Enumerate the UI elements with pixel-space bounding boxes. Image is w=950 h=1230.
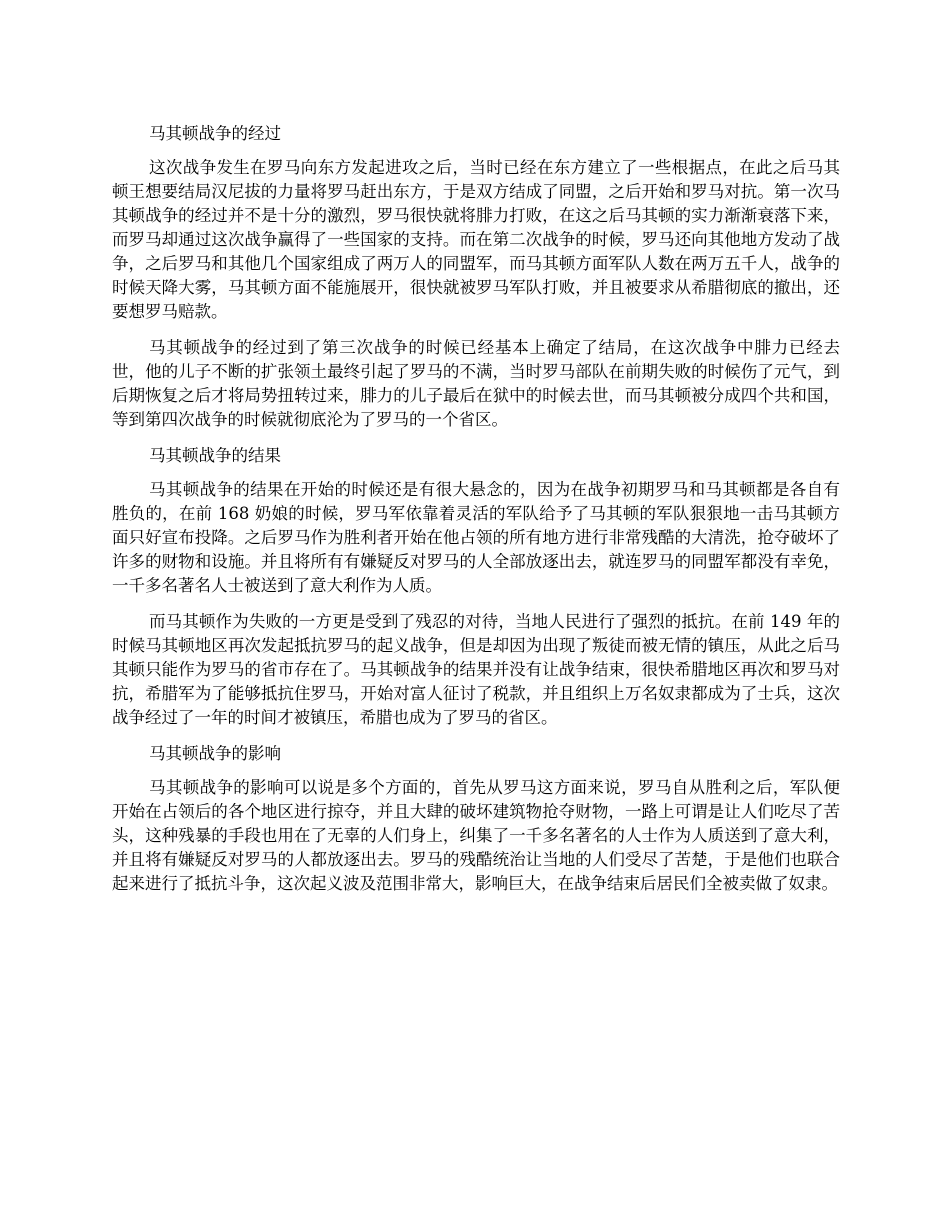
section-result [112,444,840,730]
paragraph: 而马其顿作为失败的一方更是受到了残忍的对待，当地人民进行了强烈的抵抗。在前 149 年的时候马其顿地区再次发起抵抗罗马的起义战争，但是却因为出现了叛徒而被无情的镇压，从此之后马其顿只能作为罗马的省市存在了。马其顿战争的结果并没有让战争结束，很快希腊地区再次和罗马对抗，希腊军为了能够抵抗住罗马，开始对富人征讨了税款，并且组织上万名奴隶都成为了士兵，这次战争经过了一年的时间才被镇压，希腊也成为了罗马的省区。 [112,612,840,727]
document-page [112,122,840,908]
paragraph: 马其顿战争的经过到了第三次战争的时候已经基本上确定了结局，在这次战争中腓力已经去世，他的儿子不断的扩张领土最终引起了罗马的不满，当时罗马部队在前期失败的时候伤了元气，到后期恢复之后才将局势扭转过来，腓力的儿子最后在狱中的时候去世，而马其顿被分成四个共和国，等到第四次战争的时候就彻底沦为了罗马的一个省区。 [112,338,840,429]
section-heading: 马其顿战争的经过 [149,124,281,143]
paragraph: 马其顿战争的影响可以说是多个方面的，首先从罗马这方面来说，罗马自从胜利之后，军队便开始在占领后的各个地区进行掠夺，并且大肆的破坏建筑物抢夺财物，一路上可谓是让人们吃尽了苦头，这种残暴的手段也用在了无辜的人们身上，纠集了一千多名著名的人士作为人质送到了意大利，并且将有嫌疑反对罗马的人都放逐出去。罗马的残酷统治让当地的人们受尽了苦楚，于是他们也联合起来进行了抵抗斗争，这次起义波及范围非常大，影响巨大，在战争结束后居民们全被卖做了奴隶。 [112,778,840,893]
paragraph: 马其顿战争的结果在开始的时候还是有很大悬念的，因为在战争初期罗马和马其顿都是各自有胜负的，在前 168 奶娘的时候，罗马军依靠着灵活的军队给予了马其顿的军队狠狠地一击马其顿方面只好宣布投降。之后罗马作为胜利者开始在他占领的所有地方进行非常残酷的大清洗，抢夺破坏了许多的财物和设施。并且将所有有嫌疑反对罗马的人全部放逐出去，就连罗马的同盟军都没有幸免，一千多名著名人士被送到了意大利作为人质。 [112,480,840,595]
section-process [112,122,840,432]
paragraph: 这次战争发生在罗马向东方发起进攻之后，当时已经在东方建立了一些根据点，在此之后马其顿王想要结局汉尼拔的力量将罗马赶出东方，于是双方结成了同盟，之后开始和罗马对抗。第一次马其顿战争的经过并不是十分的激烈，罗马很快就将腓力打败，在这之后马其顿的实力渐渐衰落下来，而罗马却通过这次战争赢得了一些国家的支持。而在第二次战争的时候，罗马还向其他地方发动了战争，之后罗马和其他几个国家组成了两万人的同盟军，而马其顿方面军队人数在两万五千人，战争的时候天降大雾，马其顿方面不能施展开，很快就被罗马军队打败，并且被要求从希腊彻底的撤出，还要想罗马赔款。 [112,158,840,321]
section-heading: 马其顿战争的结果 [149,446,281,465]
section-heading: 马其顿战争的影响 [149,744,281,763]
section-impact [112,742,840,896]
